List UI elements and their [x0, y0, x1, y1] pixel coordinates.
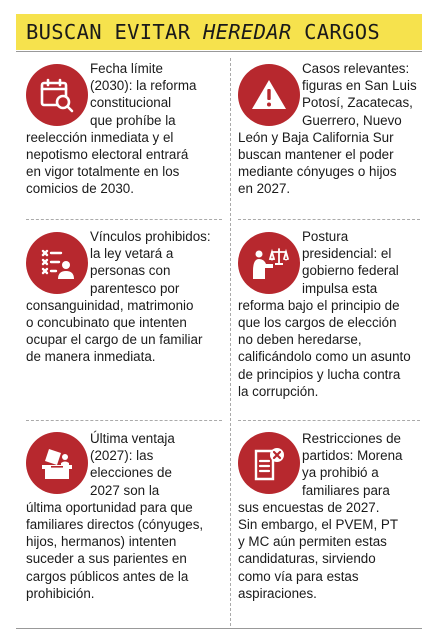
- cell-vinculos-prohibidos: [26, 228, 211, 366]
- cell-line: Sin embargo, el PVEM, PT: [238, 517, 399, 533]
- cell-line: hijos, hermanos) intenten: [26, 534, 177, 550]
- cell-line: Última ventaja: [90, 431, 175, 446]
- title-post: CARGOS: [291, 20, 380, 44]
- cell-line: elecciones de: [90, 465, 172, 481]
- cell-line: León y Baja California Sur: [238, 129, 394, 145]
- cell-line: la ley vetará a: [90, 246, 174, 262]
- cell-line: buscan mantener el poder: [238, 147, 394, 163]
- cell-line: nepotismo electoral entrará: [26, 147, 189, 163]
- cell-line: ya prohibió a: [302, 465, 379, 481]
- cell-line: Vínculos prohibidos:: [90, 229, 211, 244]
- vertical-divider: [230, 58, 231, 626]
- cell-line: comicios de 2030.: [26, 181, 134, 197]
- cell-line: última oportunidad para que: [26, 499, 193, 515]
- cell-line: que prohíbe la: [90, 112, 176, 128]
- cell-line: familiares directos (cónyuges,: [26, 517, 204, 533]
- cell-line: (2030): la reforma: [90, 78, 197, 94]
- cell-line: parentesco por: [90, 280, 180, 296]
- row-divider-1-right: [238, 219, 420, 220]
- cell-casos-relevantes: [238, 60, 417, 198]
- cell-line: figuras en San Luis: [302, 78, 417, 94]
- cell-postura-presidencial: [238, 228, 411, 400]
- cell-line: consanguinidad, matrimonio: [26, 297, 194, 313]
- cell-restricciones-partidos: [238, 430, 402, 602]
- cell-line: que los cargos de elección: [238, 315, 397, 331]
- title-pre: BUSCAN EVITAR: [26, 20, 203, 44]
- cell-line: de principios y lucha contra: [238, 366, 401, 382]
- cell-line: (2027): las: [90, 448, 154, 464]
- cell-line: personas con: [90, 263, 171, 279]
- cell-line: la corrupción.: [238, 383, 319, 399]
- row-divider-2-right: [238, 420, 420, 421]
- cell-line: de manera inmediata.: [26, 349, 156, 365]
- row-divider-1-left: [26, 219, 222, 220]
- cell-line: suceder a sus parientes en: [26, 551, 187, 567]
- cell-line: constitucional: [90, 95, 172, 111]
- cell-line: presidencial: el: [302, 246, 392, 262]
- cell-line: Casos relevantes:: [302, 61, 410, 76]
- cell-line: Guerrero, Nuevo: [302, 112, 402, 128]
- row-divider-2-left: [26, 420, 222, 421]
- cell-line: Restricciones de: [302, 431, 401, 446]
- cell-line: aspiraciones.: [238, 585, 317, 601]
- cell-line: no deben heredarse,: [238, 332, 362, 348]
- cell-line: Postura: [302, 229, 349, 244]
- cell-line: en 2027.: [238, 181, 291, 197]
- cell-line: candidaturas, sirviendo: [238, 551, 376, 567]
- cell-line: 2027 son la: [90, 482, 160, 498]
- top-rule: [16, 51, 422, 52]
- cell-line: ocupar el cargo de un familiar: [26, 332, 203, 348]
- cell-line: como vía para estas: [238, 568, 359, 584]
- cell-line: o concubinato que intenten: [26, 315, 187, 331]
- cell-line: mediante cónyuges o hijos: [238, 164, 397, 180]
- cell-line: familiares para: [302, 482, 390, 498]
- cell-line: Fecha límite: [90, 61, 163, 76]
- bottom-rule: [16, 628, 422, 629]
- cell-line: cargos públicos antes de la: [26, 568, 189, 584]
- cell-line: prohibición.: [26, 585, 95, 601]
- cell-ultima-ventaja: [26, 430, 203, 602]
- cell-line: sus encuestas de 2027.: [238, 499, 380, 515]
- title-italic: HEREDAR: [203, 20, 292, 44]
- cell-line: reforma bajo el principio de: [238, 297, 400, 313]
- cell-fecha-limite: [26, 60, 196, 198]
- page-title: [16, 14, 422, 50]
- cell-line: gobierno federal: [302, 263, 399, 279]
- cell-line: impulsa esta: [302, 280, 378, 296]
- cell-line: Potosí, Zacatecas,: [302, 95, 413, 111]
- cell-line: reelección inmediata y el: [26, 129, 174, 145]
- cell-line: partidos: Morena: [302, 448, 403, 464]
- cell-line: y MC aún permiten estas: [238, 534, 387, 550]
- cell-line: calificándolo como un asunto: [238, 349, 411, 365]
- cell-line: en vigor totalmente en los: [26, 164, 180, 180]
